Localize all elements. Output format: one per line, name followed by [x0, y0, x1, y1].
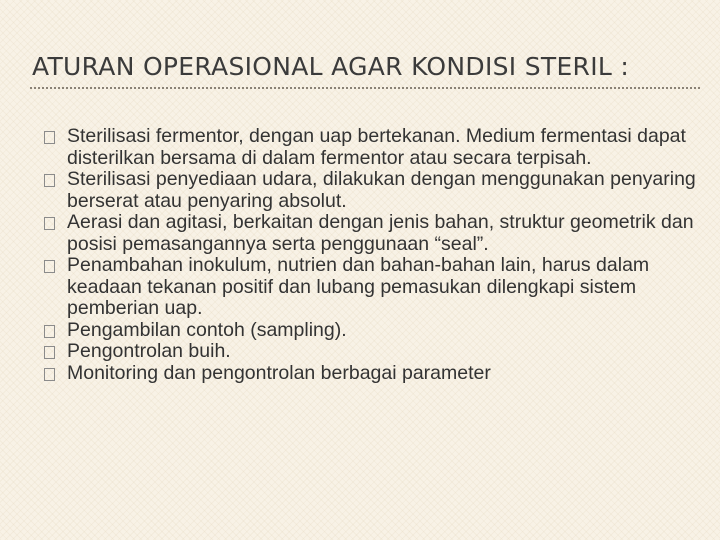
bullet-text: Sterilisasi fermentor, dengan uap bertekanan. Medium fermentasi dapat disterilkan bersama di dalam fermentor atau secara terpisah. [67, 125, 686, 169]
bullet-text: Aerasi dan agitasi, berkaitan dengan jenis bahan, struktur geometrik dan posisi pemasangannya serta penggunaan “seal”. [67, 211, 694, 255]
bullet-item [54, 169, 704, 212]
bullet-box-icon [44, 131, 55, 144]
slide-title: ATURAN OPERASIONAL AGAR KONDISI STERIL : [32, 52, 630, 81]
bullet-text: Penambahan inokulum, nutrien dan bahan-bahan lain, harus dalam keadaan tekanan positif dan lubang pemasukan dilengkapi sistem pemberian uap. [67, 254, 650, 319]
bullet-box-icon [44, 346, 55, 359]
title-divider [30, 87, 700, 89]
bullet-text: Sterilisasi penyediaan udara, dilakukan dengan menggunakan penyaring berserat atau penyaring absolut. [67, 168, 696, 212]
bullet-item [54, 126, 704, 169]
bullet-text: Monitoring dan pengontrolan berbagai parameter [67, 361, 491, 384]
bullet-text: Pengontrolan buih. [67, 340, 231, 362]
bullet-box-icon [44, 217, 55, 230]
bullet-text: Pengambilan contoh (sampling). [67, 318, 347, 341]
bullet-item [54, 363, 704, 385]
bullet-list [54, 126, 704, 384]
bullet-box-icon [44, 325, 55, 338]
bullet-item [54, 255, 704, 320]
bullet-item [54, 212, 704, 255]
bullet-box-icon [44, 368, 55, 381]
bullet-item [54, 341, 704, 363]
bullet-item [54, 320, 704, 342]
bullet-box-icon [44, 260, 55, 273]
bullet-box-icon [44, 174, 55, 187]
